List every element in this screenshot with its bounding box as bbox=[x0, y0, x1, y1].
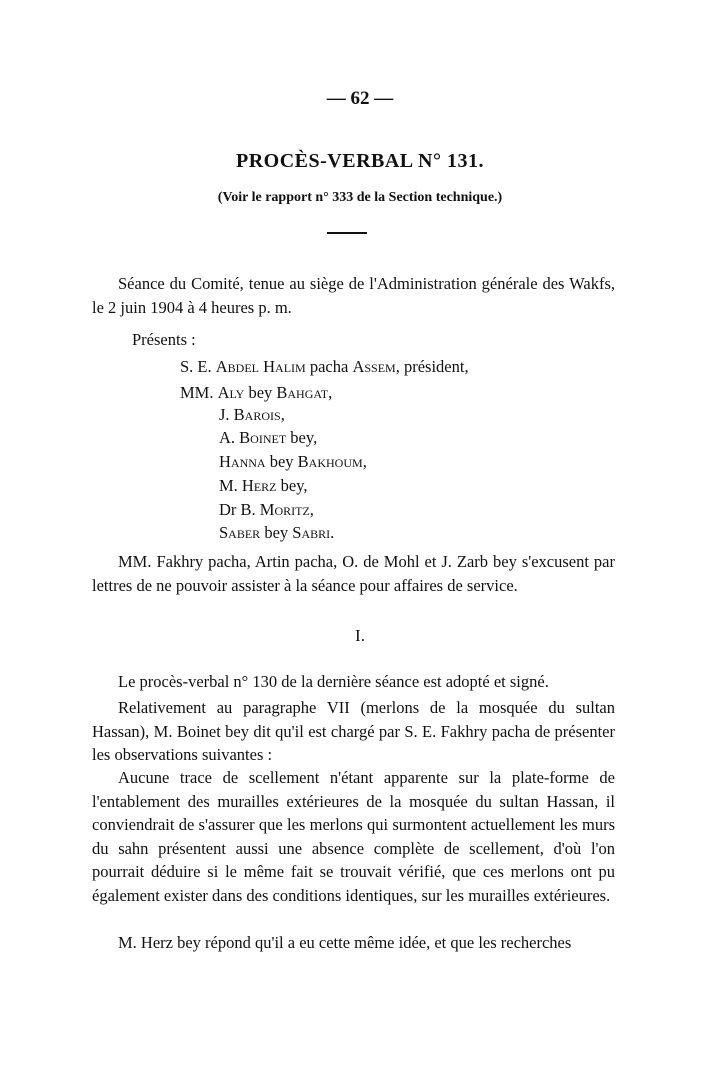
excused-paragraph bbox=[92, 550, 615, 597]
excused-text: MM. Fakhry pacha, Artin pacha, O. de Mohl et J. Zarb bey s'excusent par lettres de ne pouvoir assister à la séance pour affaires de service. bbox=[92, 552, 615, 595]
section-number: I. bbox=[355, 626, 365, 645]
attendee-line: J. Barois, bbox=[219, 405, 285, 424]
body-paragraph: Relativement au paragraphe VII (merlons de la mosquée du sultan Hassan), M. Boinet bey dit qu'il est chargé par S. E. Fakhry pacha de présenter les observations suivantes : bbox=[92, 698, 615, 764]
attendee-line: S. E. Abdel Halim pacha Assem, président, bbox=[180, 357, 469, 376]
page-title: PROCÈS-VERBAL N° 131. bbox=[236, 150, 484, 172]
presents-label: Présents : bbox=[132, 330, 196, 349]
attendee-line: Dr B. Moritz, bbox=[219, 500, 314, 519]
attendee-line: Saber bey Sabri. bbox=[219, 523, 335, 542]
attendee-line: A. Boinet bey, bbox=[219, 428, 318, 447]
body-paragraph: Le procès-verbal n° 130 de la dernière séance est adopté et signé. bbox=[118, 672, 549, 691]
title-divider bbox=[327, 232, 367, 234]
body-paragraph: M. Herz bey répond qu'il a eu cette même idée, et que les recherches bbox=[118, 933, 572, 952]
intro-paragraph bbox=[92, 272, 615, 319]
page-number: — 62 — bbox=[326, 88, 394, 109]
subtitle: (Voir le rapport n° 333 de la Section technique.) bbox=[217, 190, 503, 205]
attendee-line: M. Herz bey, bbox=[219, 476, 308, 495]
intro-text: Séance du Comité, tenue au siège de l'Administration générale des Wakfs, le 2 juin 1904 à 4 heures p. m. bbox=[92, 274, 615, 317]
body-paragraph: Aucune trace de scellement n'étant apparente sur la plate-forme de l'entablement des murailles extérieures de la mosquée du sultan Hassan, il conviendrait de s'assurer que les merlons qui surmontent actuellement les murs du sahn présentent aussi une absence complète de scellement, d'où l'on pourrait déduire si le même fait se trouvait vérifié, que ces merlons ont pu également exister dans des conditions identiques, sur les murailles extérieures. bbox=[92, 768, 615, 905]
attendee-line: Hanna bey Bakhoum, bbox=[219, 452, 367, 471]
attendee-line: MM. Aly bey Bahgat, bbox=[180, 383, 333, 402]
